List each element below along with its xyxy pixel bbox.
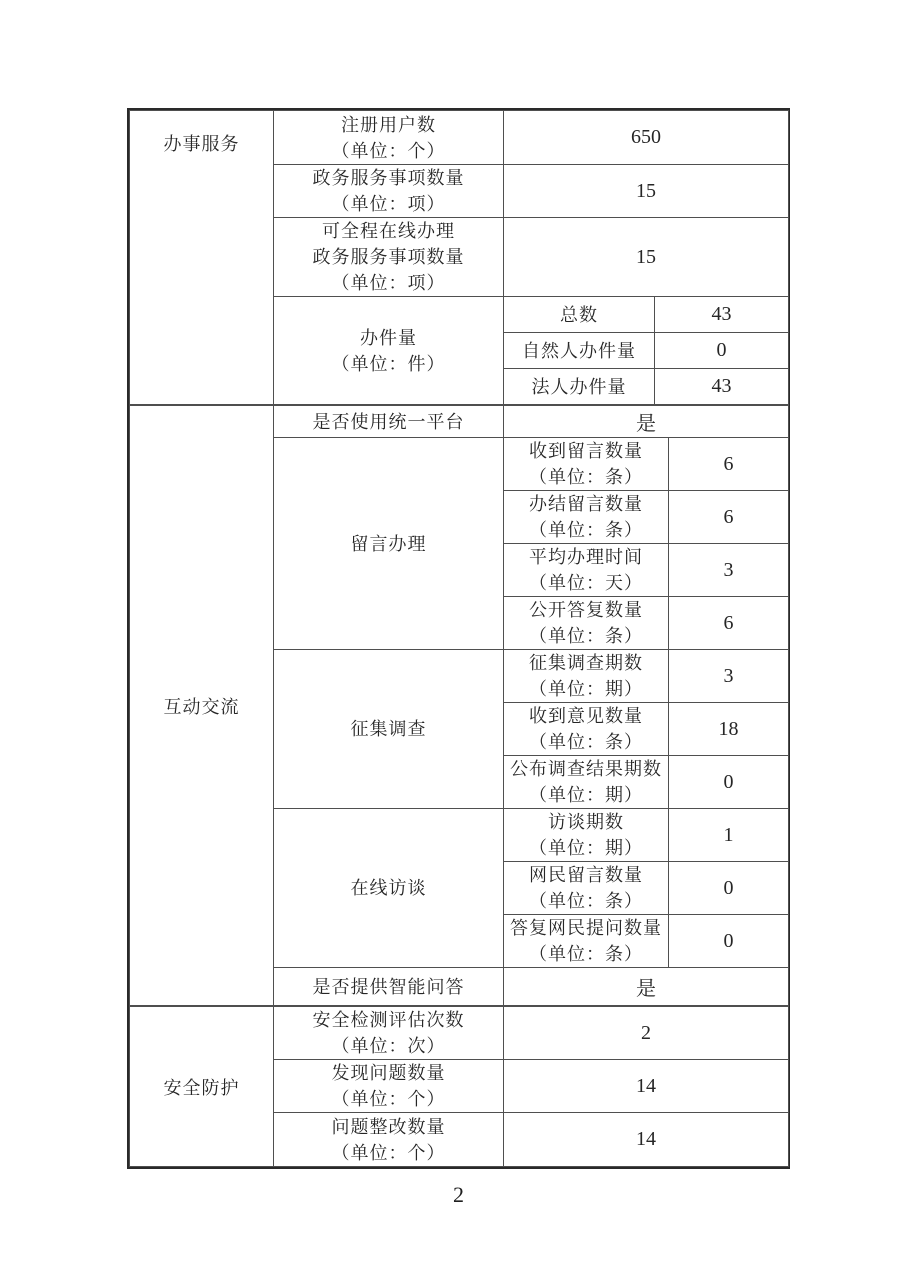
label-line: （单位：项） <box>331 194 446 214</box>
value-cell: 0 <box>655 333 789 369</box>
label-line: 自然人办件量 <box>522 340 636 361</box>
value-cell: 0 <box>669 915 789 968</box>
value-cell: 3 <box>669 650 789 703</box>
label-line: 安全检测评估次数 <box>312 1010 465 1030</box>
subitem-label-cell <box>504 756 669 809</box>
item-label-cell <box>274 111 504 165</box>
label-line: 办结留言数量 <box>529 494 643 514</box>
subitem-label-cell <box>504 809 669 862</box>
section-table-anquan <box>129 1006 789 1167</box>
label-line: （单位：期） <box>529 785 643 805</box>
value-cell: 14 <box>504 1113 789 1167</box>
page-number: 2 <box>453 1182 464 1207</box>
subitem-label-cell <box>504 438 669 491</box>
value-cell: 0 <box>669 862 789 915</box>
group-label-cell <box>274 438 504 650</box>
label-line: （单位：项） <box>331 273 446 293</box>
item-label-cell <box>274 1007 504 1060</box>
label-line: （单位：条） <box>529 891 643 911</box>
value-cell: 15 <box>504 218 789 297</box>
item-label-cell <box>274 165 504 218</box>
value-cell: 15 <box>504 165 789 218</box>
item-label-cell <box>274 218 504 297</box>
group-label-cell <box>274 297 504 405</box>
label-line: 法人办件量 <box>531 376 627 397</box>
item-label-cell <box>274 406 504 438</box>
item-label-cell <box>274 1060 504 1113</box>
subitem-label-cell <box>504 297 655 333</box>
subitem-label-cell <box>504 491 669 544</box>
item-label-cell <box>274 1113 504 1167</box>
label-line: 发现问题数量 <box>331 1063 446 1083</box>
value-cell: 2 <box>504 1007 789 1060</box>
label-line: （单位：条） <box>529 944 643 964</box>
section-table-hudong <box>129 405 789 1006</box>
value-cell: 1 <box>669 809 789 862</box>
value-cell: 6 <box>669 491 789 544</box>
value-cell: 18 <box>669 703 789 756</box>
label-line: 注册用户数 <box>341 114 436 135</box>
label-line: 政务服务事项数量 <box>312 247 465 267</box>
subitem-label-cell <box>504 650 669 703</box>
value-cell: 6 <box>669 438 789 491</box>
value-cell: 0 <box>669 756 789 809</box>
label-line: 收到意见数量 <box>529 706 643 726</box>
label-line: 留言办理 <box>350 533 427 554</box>
label-line: （单位：期） <box>529 838 643 858</box>
label-line: （单位：个） <box>331 140 446 161</box>
value-cell: 6 <box>669 597 789 650</box>
section-table-banshi <box>129 110 789 405</box>
value-cell: 650 <box>504 111 789 165</box>
value-cell: 是 <box>504 968 789 1006</box>
category-cell: 办事服务 <box>130 111 274 405</box>
value-cell: 14 <box>504 1060 789 1113</box>
group-label-cell <box>274 809 504 968</box>
subitem-label-cell <box>504 333 655 369</box>
label-line: 访谈期数 <box>548 812 624 832</box>
label-line: 是否使用统一平台 <box>312 411 465 432</box>
label-line: 总数 <box>560 304 598 325</box>
label-line: （单位：条） <box>529 626 643 646</box>
label-line: 答复网民提问数量 <box>510 918 662 938</box>
value-cell: 3 <box>669 544 789 597</box>
label-line: 网民留言数量 <box>529 865 643 885</box>
label-line: （单位：条） <box>529 467 643 487</box>
label-line: 平均办理时间 <box>529 547 643 567</box>
value-cell: 43 <box>655 297 789 333</box>
label-line: （单位：天） <box>529 573 643 593</box>
item-label-cell <box>274 968 504 1006</box>
subitem-label-cell <box>504 544 669 597</box>
label-line: （单位：次） <box>331 1036 446 1056</box>
subitem-label-cell <box>504 597 669 650</box>
label-line: （单位：期） <box>529 679 643 699</box>
label-line: 办件量 <box>360 327 417 348</box>
value-cell: 是 <box>504 406 789 438</box>
subitem-label-cell <box>504 703 669 756</box>
category-cell: 互动交流 <box>130 406 274 1006</box>
group-label-cell <box>274 650 504 809</box>
label-line: （单位：条） <box>529 732 643 752</box>
label-line: 征集调查期数 <box>529 653 643 673</box>
label-line: 公布调查结果期数 <box>510 759 662 779</box>
label-line: 问题整改数量 <box>331 1116 446 1137</box>
label-line: （单位：件） <box>331 353 446 374</box>
label-line: 收到留言数量 <box>529 441 643 461</box>
subitem-label-cell <box>504 915 669 968</box>
label-line: 可全程在线办理 <box>322 221 455 241</box>
value-cell: 43 <box>655 369 789 405</box>
label-line: 在线访谈 <box>350 878 427 898</box>
subitem-label-cell <box>504 862 669 915</box>
label-line: 公开答复数量 <box>529 600 643 620</box>
label-line: （单位：个） <box>331 1089 446 1109</box>
subitem-label-cell <box>504 369 655 405</box>
label-line: 征集调查 <box>350 719 427 739</box>
label-line: （单位：个） <box>331 1142 446 1163</box>
category-cell: 安全防护 <box>130 1007 274 1167</box>
label-line: 是否提供智能问答 <box>312 976 465 997</box>
label-line: 政务服务事项数量 <box>312 168 465 188</box>
report-table <box>127 108 790 1169</box>
label-line: （单位：条） <box>529 520 643 540</box>
